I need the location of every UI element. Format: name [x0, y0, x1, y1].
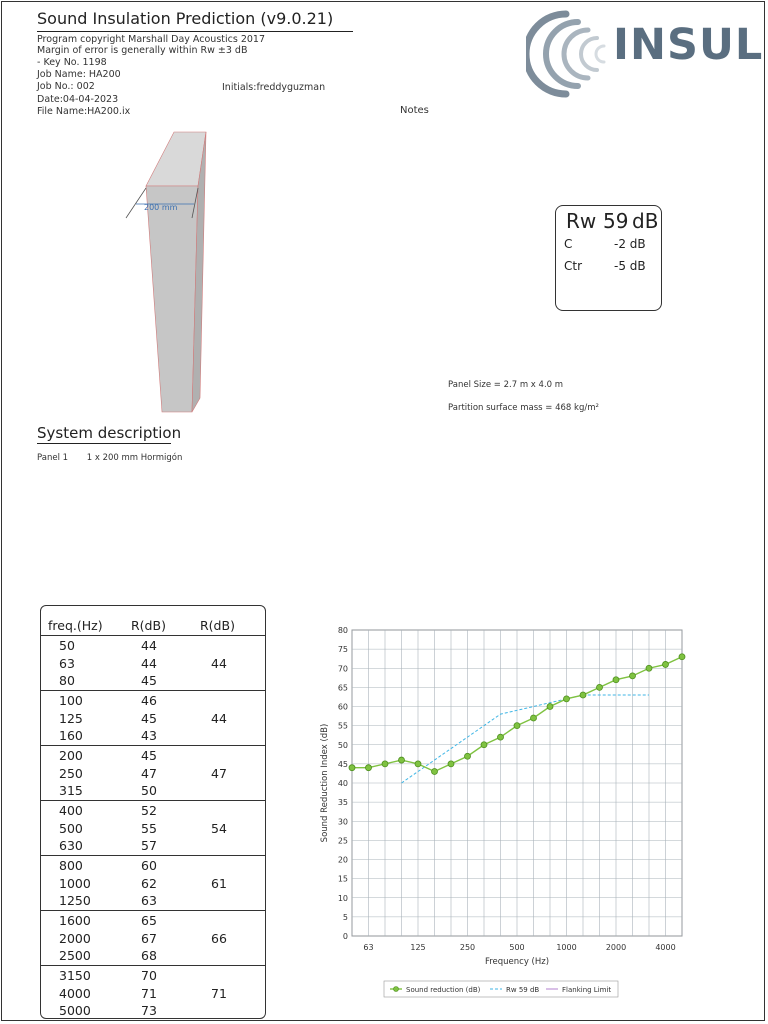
sound-reduction-point: [465, 753, 471, 759]
cell-frequency: 50: [59, 638, 75, 653]
sound-reduction-point: [531, 715, 537, 721]
system-description-underline: [37, 443, 171, 444]
panel-label: Panel 1: [37, 453, 69, 463]
sound-reduction-point: [448, 761, 454, 767]
sound-reduction-point: [349, 765, 355, 771]
cell-r-value: 63: [141, 893, 157, 908]
table-group: [41, 910, 265, 965]
ctr-value: -5 dB: [614, 259, 646, 273]
cell-octave-value: 44: [211, 656, 227, 671]
cell-frequency: 400: [59, 803, 83, 818]
dimension-label: 200 mm: [144, 203, 178, 212]
y-tick-label: 80: [337, 626, 348, 635]
cell-frequency: 125: [59, 710, 83, 726]
sound-reduction-point: [481, 742, 487, 748]
job-name-line: Job Name: HA200: [37, 69, 121, 80]
cell-frequency: 63: [59, 655, 75, 671]
sound-reduction-point: [399, 757, 405, 763]
header-frequency: freq.(Hz): [48, 618, 103, 633]
x-tick-label: 2000: [605, 943, 627, 952]
cell-frequency: 3150: [59, 968, 91, 983]
x-tick-label: 4000: [655, 943, 676, 952]
y-tick-label: 60: [337, 702, 348, 712]
y-tick-label: 20: [337, 855, 348, 865]
table-group: [41, 965, 265, 1019]
x-tick-label: 63: [363, 943, 374, 952]
cell-frequency: 800: [59, 858, 83, 873]
cell-r-value: 73: [141, 1003, 157, 1018]
sound-reduction-point: [514, 723, 520, 729]
ctr-label: Ctr: [564, 259, 583, 273]
header-octave-r: R(dB): [200, 618, 235, 633]
rw-unit: dB: [632, 209, 659, 233]
legend-label-sound-reduction: Sound reduction (dB): [406, 986, 481, 994]
cell-r-value: 45: [141, 710, 157, 726]
table-group: [41, 855, 265, 910]
sound-reduction-point: [498, 734, 504, 740]
rw-label: Rw: [566, 209, 597, 233]
cell-frequency: 1250: [59, 893, 91, 908]
cell-frequency: 100: [59, 693, 83, 708]
cell-r-value: 45: [141, 673, 157, 688]
cell-r-value: 67: [141, 930, 157, 946]
cell-r-value: 47: [141, 765, 157, 781]
cell-r-value: 44: [141, 638, 157, 653]
sound-reduction-point: [432, 769, 438, 775]
copyright-line: Program copyright Marshall Day Acoustics 2017: [37, 34, 265, 45]
sound-reduction-chart: [318, 622, 696, 1012]
key-number-line: - Key No. 1198: [37, 57, 107, 68]
y-tick-label: 0: [342, 932, 348, 941]
system-description-heading: System description: [37, 424, 182, 442]
cell-octave-value: 66: [211, 931, 227, 946]
cell-r-value: 70: [141, 968, 157, 983]
cell-r-value: 68: [141, 948, 157, 963]
y-tick-label: 10: [337, 893, 348, 903]
header-third-octave-r: R(dB): [131, 618, 166, 633]
rating-box: [555, 205, 662, 311]
y-tick-label: 50: [337, 740, 348, 750]
sound-reduction-point: [415, 761, 421, 767]
cell-r-value: 45: [141, 748, 157, 763]
report-title: Sound Insulation Prediction (v9.0.21): [37, 9, 334, 28]
initials-line: Initials:freddyguzman: [222, 82, 326, 93]
sound-reduction-point: [646, 665, 652, 671]
sound-reduction-point: [597, 684, 603, 690]
results-table: [40, 605, 266, 1019]
cell-frequency: 500: [59, 820, 83, 836]
cell-r-value: 52: [141, 803, 157, 818]
y-tick-label: 45: [337, 759, 348, 769]
cell-octave-value: 71: [211, 986, 227, 1001]
x-tick-label: 1000: [556, 943, 577, 952]
cell-r-value: 43: [141, 728, 157, 743]
table-group: [41, 635, 265, 690]
x-tick-label: 250: [459, 943, 476, 952]
legend-marker-sound-reduction: [394, 987, 399, 992]
y-tick-label: 25: [337, 836, 348, 846]
cell-r-value: 55: [141, 820, 157, 836]
panel-description: [37, 453, 182, 463]
sound-reduction-point: [580, 692, 586, 698]
table-group: [41, 800, 265, 855]
sound-reduction-point: [382, 761, 388, 767]
y-tick-label: 55: [337, 721, 348, 731]
job-number-line: Job No.: 002: [37, 81, 95, 92]
wall-diagram: [96, 128, 274, 420]
y-axis-label: Sound Reduction Index (dB): [320, 723, 330, 843]
y-tick-label: 70: [337, 664, 348, 674]
c-label: C: [564, 237, 573, 251]
surface-mass: Partition surface mass = 468 kg/m²: [448, 403, 599, 413]
cell-frequency: 315: [59, 783, 83, 798]
cell-frequency: 2000: [59, 930, 91, 946]
y-tick-label: 35: [337, 798, 348, 808]
sound-reduction-point: [679, 654, 685, 660]
sound-reduction-point: [663, 661, 669, 667]
y-tick-label: 65: [337, 683, 348, 693]
date-line: Date:04-04-2023: [37, 94, 119, 105]
legend-label-flanking: Flanking Limit: [562, 986, 612, 994]
cell-r-value: 65: [141, 913, 157, 928]
x-tick-label: 500: [509, 943, 525, 952]
c-value: -2 dB: [614, 237, 646, 251]
cell-frequency: 80: [59, 673, 75, 688]
cell-frequency: 160: [59, 728, 83, 743]
sound-reduction-point: [564, 696, 570, 702]
cell-octave-value: 61: [211, 876, 227, 891]
sound-reduction-point: [630, 673, 636, 679]
cell-frequency: 630: [59, 838, 83, 853]
sound-reduction-point: [366, 765, 372, 771]
cell-octave-value: 44: [211, 711, 227, 726]
notes-label: Notes: [400, 105, 429, 116]
x-tick-label: 125: [410, 943, 426, 952]
y-tick-label: 15: [337, 874, 348, 884]
cell-frequency: 5000: [59, 1003, 91, 1018]
title-underline: [37, 31, 353, 32]
cell-r-value: 50: [141, 783, 157, 798]
cell-frequency: 1000: [59, 875, 91, 891]
logo-wordmark: INSUL: [613, 20, 764, 70]
cell-frequency: 2500: [59, 948, 91, 963]
panel-construction: 1 x 200 mm Hormigón: [86, 453, 183, 463]
sound-reduction-point: [547, 704, 553, 710]
cell-frequency: 200: [59, 748, 83, 763]
rw-value: 59: [603, 209, 629, 233]
x-axis-label: Frequency (Hz): [484, 957, 550, 967]
table-group: [41, 690, 265, 745]
margin-of-error-line: Margin of error is generally within Rw ±3 dB: [37, 45, 248, 56]
cell-r-value: 71: [141, 985, 157, 1001]
cell-frequency: 1600: [59, 913, 91, 928]
cell-r-value: 44: [141, 655, 157, 671]
panel-size: Panel Size = 2.7 m x 4.0 m: [448, 380, 564, 390]
y-tick-label: 40: [337, 779, 348, 788]
cell-octave-value: 54: [211, 821, 227, 836]
cell-frequency: 4000: [59, 985, 91, 1001]
cell-octave-value: 47: [211, 766, 227, 781]
cell-r-value: 57: [141, 838, 157, 853]
sound-reduction-point: [613, 677, 619, 683]
table-group: [41, 745, 265, 800]
cell-r-value: 60: [141, 858, 157, 873]
cell-frequency: 250: [59, 765, 83, 781]
cell-r-value: 46: [141, 693, 157, 708]
y-tick-label: 30: [337, 817, 348, 827]
y-tick-label: 5: [342, 912, 348, 922]
file-name-line: File Name:HA200.ix: [37, 106, 131, 117]
legend-label-rw: Rw 59 dB: [506, 986, 540, 994]
cell-r-value: 62: [141, 875, 157, 891]
y-tick-label: 75: [337, 645, 348, 655]
